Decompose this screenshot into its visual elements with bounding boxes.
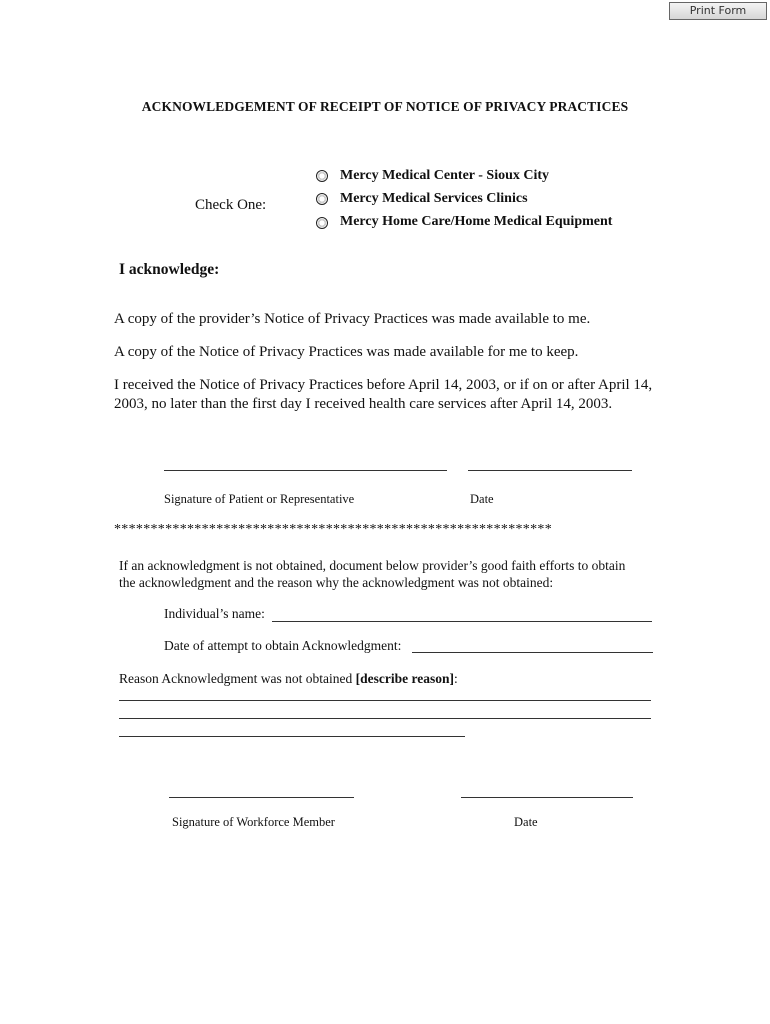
patient-date-label: Date	[470, 492, 494, 506]
reason-line-3[interactable]	[119, 736, 465, 737]
form-title: ACKNOWLEDGEMENT OF RECEIPT OF NOTICE OF PRIVACY PRACTICES	[141, 99, 629, 114]
patient-date-field[interactable]	[468, 470, 632, 471]
patient-signature-label: Signature of Patient or Representative	[164, 492, 355, 506]
reason-label	[119, 671, 458, 687]
radio-mercy-medical-services-clinics[interactable]	[316, 193, 328, 205]
workforce-signature-label: Signature of Workforce Member	[172, 815, 335, 829]
workforce-signature-field[interactable]	[169, 797, 354, 798]
individual-name-label: Individual’s name:	[164, 606, 265, 621]
statement-copy-to-keep: A copy of the Notice of Privacy Practices was made available for me to keep.	[114, 344, 579, 360]
check-one-label: Check One:	[195, 197, 267, 213]
workforce-date-label: Date	[514, 815, 538, 829]
reason-line-1[interactable]	[119, 700, 651, 701]
radio-mercy-medical-center[interactable]	[316, 170, 328, 182]
reason-line-2[interactable]	[119, 718, 651, 719]
reason-label-text: Reason Acknowledgment was not obtained	[119, 671, 353, 686]
patient-signature-field[interactable]	[164, 470, 447, 471]
reason-label-bold: [describe reason]	[355, 671, 454, 686]
option-label-mercy-medical-center: Mercy Medical Center - Sioux City	[340, 168, 550, 183]
statement-copy-available: A copy of the provider’s Notice of Privacy Practices was made available to me.	[114, 311, 591, 327]
acknowledge-heading: I acknowledge:	[119, 261, 220, 278]
workforce-date-field[interactable]	[461, 797, 633, 798]
date-attempt-field[interactable]	[412, 652, 653, 653]
option-label-mercy-home-care: Mercy Home Care/Home Medical Equipment	[340, 214, 613, 229]
radio-mercy-home-care[interactable]	[316, 217, 328, 229]
statement-received-before-line1: I received the Notice of Privacy Practices before April 14, 2003, or if on or after April 14,	[114, 377, 653, 393]
separator-stars: ************************************************************	[114, 522, 552, 537]
print-form-button[interactable]: Print Form	[669, 2, 767, 20]
option-label-mercy-medical-services-clinics: Mercy Medical Services Clinics	[340, 191, 528, 206]
good-faith-instruction-line2: the acknowledgment and the reason why the acknowledgment was not obtained:	[119, 575, 554, 590]
statement-received-before-line2: 2003, no later than the first day I received health care services after April 14, 2003.	[114, 396, 613, 412]
individual-name-field[interactable]	[272, 621, 652, 622]
date-attempt-label: Date of attempt to obtain Acknowledgment:	[164, 638, 402, 653]
reason-label-colon: :	[453, 671, 458, 686]
good-faith-instruction-line1: If an acknowledgment is not obtained, document below provider’s good faith efforts to obtain	[119, 558, 626, 573]
